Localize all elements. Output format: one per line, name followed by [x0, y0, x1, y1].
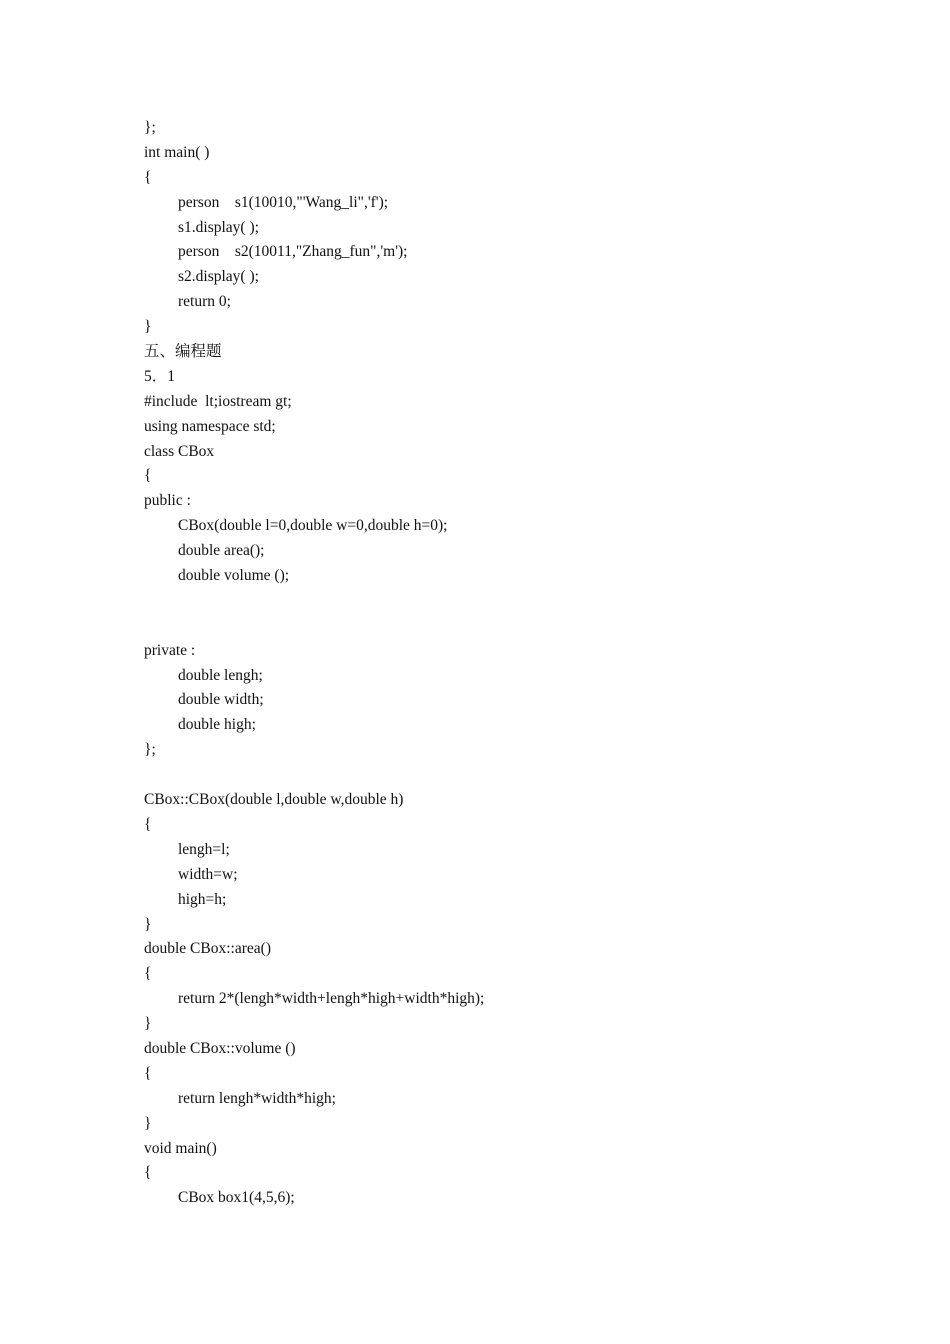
code-line: high=h; [178, 890, 227, 908]
code-line: person s1(10010,"'Wang_li",'f'); [178, 193, 389, 211]
code-line: } [144, 1015, 152, 1033]
code-line: 5．1 [144, 367, 176, 385]
code-line: double CBox::area() [144, 940, 271, 958]
code-line: double CBox::volume () [144, 1039, 296, 1057]
code-line: lengh=l; [178, 840, 230, 858]
code-line: person s2(10011,"Zhang_fun",'m'); [178, 243, 408, 261]
code-line: { [144, 1064, 152, 1082]
code-line: public : [144, 492, 191, 510]
code-line: return 2*(lengh*width+lengh*high+width*high); [178, 990, 485, 1008]
code-line: #include lt;iostream gt; [144, 392, 292, 410]
code-line: } [144, 1114, 152, 1132]
code-line: 五、编程题 [144, 343, 222, 361]
code-line: { [144, 1164, 152, 1182]
code-line: } [144, 318, 152, 336]
code-line: return 0; [178, 293, 231, 311]
code-line: CBox(double l=0,double w=0,double h=0); [178, 517, 448, 535]
code-line: CBox box1(4,5,6); [178, 1189, 295, 1207]
code-line: double high; [178, 716, 256, 734]
code-line: { [144, 467, 152, 485]
code-line: return lengh*width*high; [178, 1089, 336, 1107]
code-line: width=w; [178, 865, 238, 883]
code-line: void main() [144, 1139, 217, 1157]
code-line: { [144, 965, 152, 983]
code-line: int main( ) [144, 143, 210, 161]
blank-line [144, 614, 864, 639]
code-line: double area(); [178, 542, 265, 560]
code-line: double lengh; [178, 666, 263, 684]
code-line: class CBox [144, 442, 215, 460]
code-line: { [144, 168, 152, 186]
code-line: s1.display( ); [178, 218, 259, 236]
code-line: }; [144, 741, 156, 759]
code-line: } [144, 915, 152, 933]
code-listing [144, 116, 864, 1211]
code-line: CBox::CBox(double l,double w,double h) [144, 791, 404, 809]
blank-line [144, 589, 864, 614]
code-line: double volume (); [178, 567, 290, 585]
code-line: s2.display( ); [178, 268, 259, 286]
code-line: { [144, 815, 152, 833]
code-line: double width; [178, 691, 264, 709]
code-line: private : [144, 641, 196, 659]
blank-line [144, 763, 864, 788]
code-line: using namespace std; [144, 417, 276, 435]
code-line: }; [144, 119, 156, 136]
